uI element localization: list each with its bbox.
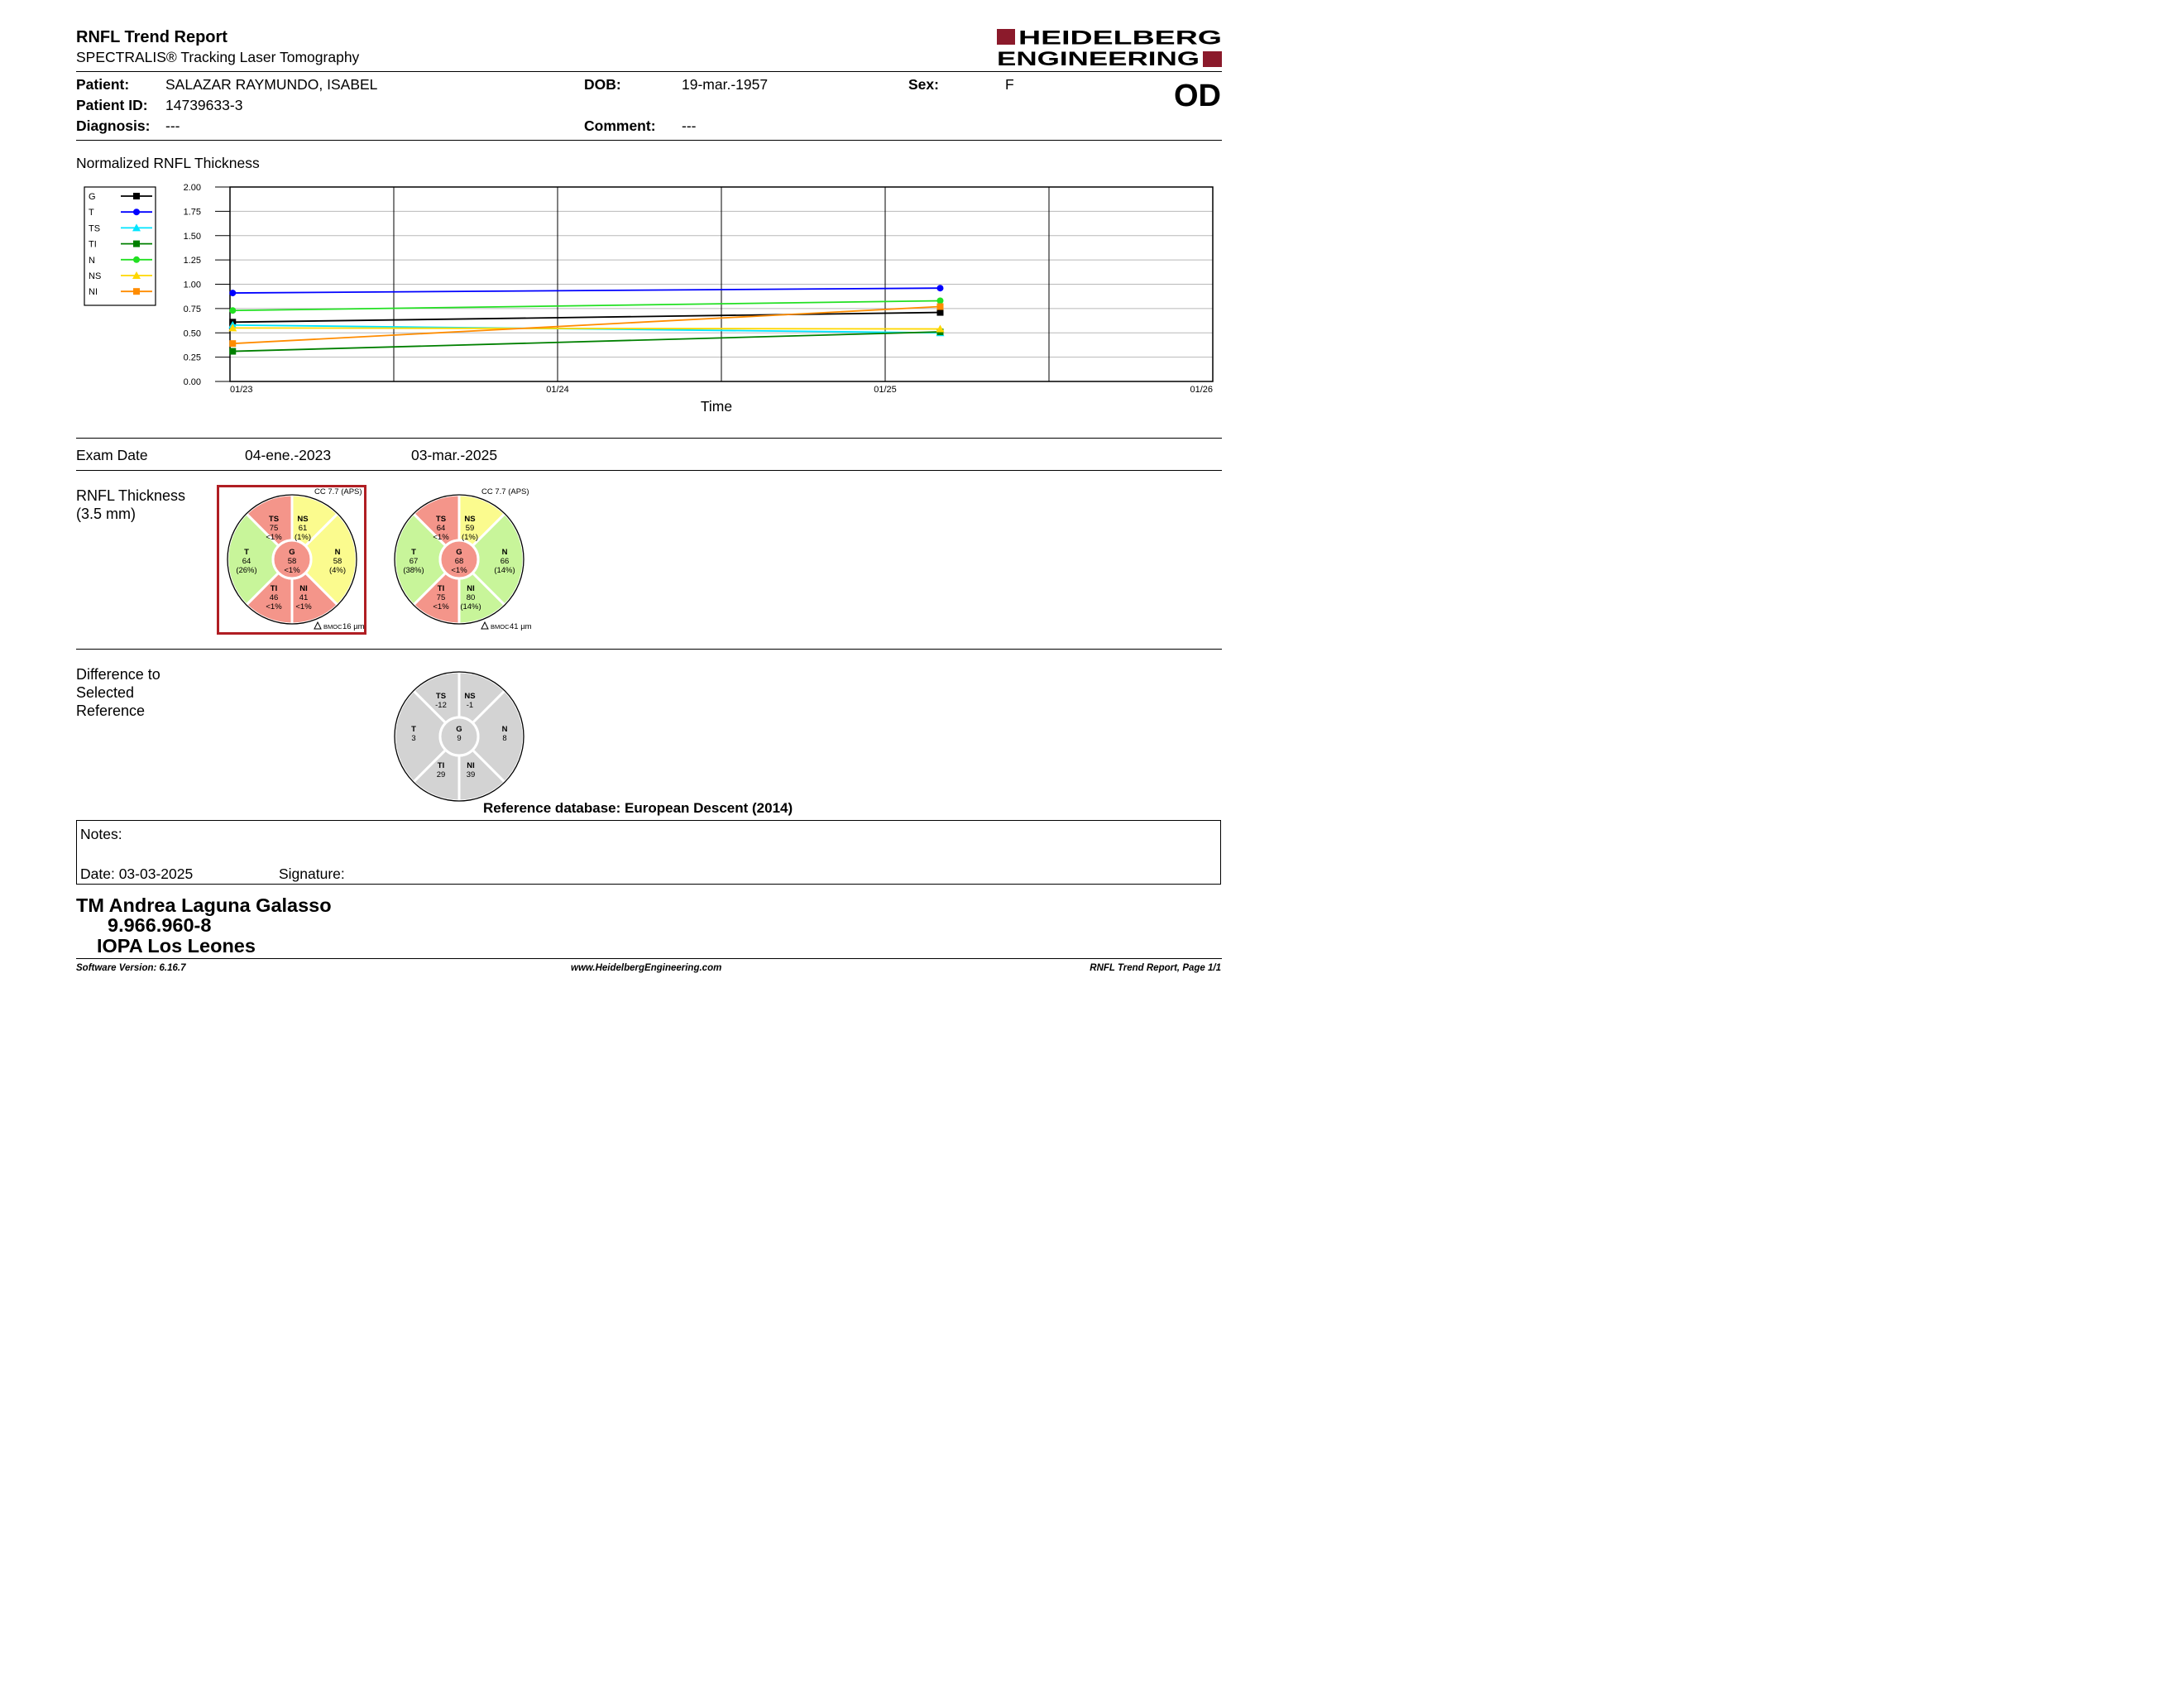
sector-label-g: G xyxy=(289,548,295,557)
cc-label: CC 7.7 (APS) xyxy=(481,487,529,496)
y-tick-label: 0.25 xyxy=(183,352,201,363)
sector-value-g: 58 xyxy=(287,557,297,566)
divider xyxy=(76,649,1222,650)
patient-name: SALAZAR RAYMUNDO, ISABEL xyxy=(165,76,378,93)
sector-value-g: 68 xyxy=(454,557,464,566)
sector-value-ni: 80 xyxy=(466,593,476,602)
data-point-ti xyxy=(229,348,236,355)
sector-label-g: G xyxy=(456,548,462,557)
patient-name-label: Patient: xyxy=(76,76,130,93)
divider xyxy=(76,140,1222,141)
sector-value-ns: -1 xyxy=(466,701,474,710)
sector-value-ts: 75 xyxy=(269,524,279,533)
sector-pct-t: (26%) xyxy=(236,566,257,575)
sector-pct-ns: (1%) xyxy=(294,533,312,542)
diagnosis-value: --- xyxy=(165,117,180,134)
signature-label: Signature: xyxy=(279,866,345,882)
series-t xyxy=(229,285,943,296)
sex-value: F xyxy=(1005,76,1014,93)
sector-pct-ts: <1% xyxy=(433,533,449,542)
sector-label-ti: TI xyxy=(437,584,445,593)
thickness-circle-exam-2[interactable] xyxy=(387,487,536,635)
sector-pct-n: (4%) xyxy=(328,566,347,575)
patient-id-label: Patient ID: xyxy=(76,97,148,113)
patient-id: 14739633-3 xyxy=(165,97,243,113)
exam-date-label: Exam Date xyxy=(76,447,148,463)
divider xyxy=(76,438,1222,439)
y-tick-label: 1.75 xyxy=(183,207,201,218)
data-point-t xyxy=(229,290,236,296)
series-line-ni xyxy=(232,307,940,344)
series-ni xyxy=(229,304,943,348)
bmoc-value: 41 µm xyxy=(510,622,532,631)
sector-value-ti: 29 xyxy=(436,770,446,779)
logo-line2: ENGINEERING xyxy=(997,48,1200,69)
signer-rut: 9.966.960-8 xyxy=(108,914,212,936)
legend-marker xyxy=(133,193,140,199)
signer-institution: IOPA Los Leones xyxy=(97,935,256,957)
data-point-n xyxy=(936,297,943,304)
legend-label: TI xyxy=(89,239,97,250)
data-point-n xyxy=(229,307,236,314)
sector-value-ns: 59 xyxy=(465,524,475,533)
comment-label: Comment: xyxy=(584,117,656,134)
series-line-t xyxy=(232,288,940,293)
legend-label: NI xyxy=(89,287,98,298)
y-tick-label: 0.50 xyxy=(183,328,201,339)
series-line-g xyxy=(232,313,940,323)
sector-label-n: N xyxy=(334,548,341,557)
delta-icon xyxy=(481,622,488,629)
heidelberg-logo xyxy=(997,27,1222,73)
sector-value-n: 58 xyxy=(333,557,342,566)
exam-date-1: 04-ene.-2023 xyxy=(245,447,332,463)
eye-indicator: OD xyxy=(1174,79,1221,113)
difference-label-line2: Selected xyxy=(76,684,135,701)
sector-pct-g: <1% xyxy=(284,566,300,575)
bmoc-value: 16 µm xyxy=(342,622,365,631)
signer-name: TM Andrea Laguna Galasso xyxy=(76,894,332,916)
dob-label: DOB: xyxy=(584,76,621,93)
sector-value-ns: 61 xyxy=(298,524,308,533)
y-tick-label: 1.00 xyxy=(183,280,201,290)
sector-pct-ti: <1% xyxy=(433,602,449,611)
sector-label-ts: TS xyxy=(435,515,447,524)
legend-marker xyxy=(133,288,140,295)
software-version: Software Version: 6.16.7 xyxy=(76,963,186,973)
y-tick-label: 0.75 xyxy=(183,304,201,314)
sector-pct-ni: (14%) xyxy=(460,602,481,611)
sector-value-t: 3 xyxy=(411,734,416,743)
comment-value: --- xyxy=(682,117,697,134)
bmoc-label: BMOC xyxy=(323,623,342,631)
difference-label xyxy=(76,665,160,720)
y-tick-label: 0.00 xyxy=(183,377,201,387)
x-tick-label: 01/26 xyxy=(1190,385,1213,395)
logo-square-top xyxy=(997,29,1015,45)
legend-marker xyxy=(133,241,140,247)
sector-pct-g: <1% xyxy=(451,566,467,575)
sector-label-ts: TS xyxy=(268,515,280,524)
dob-value: 19-mar.-1957 xyxy=(682,76,769,93)
sector-label-ni: NI xyxy=(467,584,475,593)
sector-value-n: 8 xyxy=(502,734,507,743)
notes-box[interactable] xyxy=(76,820,1221,885)
notes-label: Notes: xyxy=(80,826,122,842)
rnfl-thickness-label-line2: (3.5 mm) xyxy=(76,506,136,522)
sector-value-ni: 39 xyxy=(466,770,476,779)
rnfl-thickness-label-line1: RNFL Thickness xyxy=(76,487,186,504)
diagnosis-label: Diagnosis: xyxy=(76,117,151,134)
y-tick-label: 2.00 xyxy=(183,183,201,193)
trend-chart xyxy=(0,178,1291,422)
legend-label: N xyxy=(89,255,95,266)
x-tick-label: 01/25 xyxy=(874,385,897,395)
sector-label-g: G xyxy=(456,725,462,734)
divider xyxy=(76,71,1222,72)
sector-label-n: N xyxy=(501,548,508,557)
sector-label-n: N xyxy=(501,725,508,734)
sector-value-g: 9 xyxy=(457,734,462,743)
sector-label-t: T xyxy=(244,548,249,557)
chart-section-title: Normalized RNFL Thickness xyxy=(76,155,260,171)
sector-value-ni: 41 xyxy=(299,593,309,602)
sector-label-ni: NI xyxy=(467,761,475,770)
divider xyxy=(76,958,1222,959)
report-subtitle: SPECTRALIS® Tracking Laser Tomography xyxy=(76,49,360,65)
sector-pct-ni: <1% xyxy=(295,602,312,611)
legend-marker xyxy=(133,257,140,263)
sector-value-ti: 75 xyxy=(436,593,446,602)
sex-label: Sex: xyxy=(908,76,939,93)
legend-label: NS xyxy=(89,271,102,281)
x-axis-title: Time xyxy=(700,398,733,415)
sector-pct-ns: (1%) xyxy=(461,533,479,542)
sector-label-ns: NS xyxy=(464,692,476,701)
legend-marker xyxy=(133,209,140,215)
website-link[interactable]: www.HeidelbergEngineering.com xyxy=(571,963,722,973)
x-tick-label: 01/24 xyxy=(546,385,569,395)
sector-value-ts: 64 xyxy=(436,524,446,533)
legend-label: G xyxy=(89,192,96,202)
legend-label: TS xyxy=(89,223,101,234)
y-tick-label: 1.25 xyxy=(183,256,201,266)
sector-value-ti: 46 xyxy=(269,593,279,602)
series-line-n xyxy=(232,300,940,310)
x-tick-label: 01/23 xyxy=(230,385,253,395)
data-point-ni xyxy=(936,304,943,310)
sector-pct-t: (38%) xyxy=(403,566,424,575)
sector-pct-n: (14%) xyxy=(494,566,515,575)
sector-label-ni: NI xyxy=(299,584,308,593)
logo-square-bottom xyxy=(1203,51,1222,67)
sector-pct-ts: <1% xyxy=(266,533,282,542)
data-point-t xyxy=(936,285,943,291)
logo-line1: HEIDELBERG xyxy=(1018,27,1222,50)
rnfl-thickness-label xyxy=(76,487,185,523)
divider xyxy=(76,470,1222,471)
sector-label-ti: TI xyxy=(270,584,278,593)
sector-label-ns: NS xyxy=(297,515,309,524)
sector-value-t: 67 xyxy=(409,557,419,566)
sector-pct-ti: <1% xyxy=(266,602,282,611)
exam-date-2: 03-mar.-2025 xyxy=(411,447,498,463)
difference-circle xyxy=(387,667,536,808)
bmoc-label: BMOC xyxy=(491,623,510,631)
sector-label-t: T xyxy=(411,548,416,557)
cc-label: CC 7.7 (APS) xyxy=(314,487,362,496)
reference-database: Reference database: European Descent (2014) xyxy=(483,800,793,816)
delta-icon xyxy=(314,622,321,629)
y-tick-label: 1.50 xyxy=(183,231,201,242)
data-point-g xyxy=(936,309,943,316)
page-number: RNFL Trend Report, Page 1/1 xyxy=(1090,963,1221,973)
thickness-circle-exam-1[interactable] xyxy=(220,487,369,635)
legend-label: T xyxy=(89,208,94,218)
difference-label-line3: Reference xyxy=(76,703,146,719)
report-title: RNFL Trend Report xyxy=(76,28,228,46)
sector-value-n: 66 xyxy=(500,557,510,566)
sector-value-ts: -12 xyxy=(435,701,447,710)
sector-label-ns: NS xyxy=(464,515,476,524)
data-point-ni xyxy=(229,340,236,347)
sector-label-t: T xyxy=(411,725,416,734)
sector-label-ts: TS xyxy=(435,692,447,701)
sector-value-t: 64 xyxy=(242,557,251,566)
difference-label-line1: Difference to xyxy=(76,666,160,683)
notes-date: Date: 03-03-2025 xyxy=(80,866,194,882)
series-line-ti xyxy=(232,332,940,352)
sector-label-ti: TI xyxy=(437,761,445,770)
